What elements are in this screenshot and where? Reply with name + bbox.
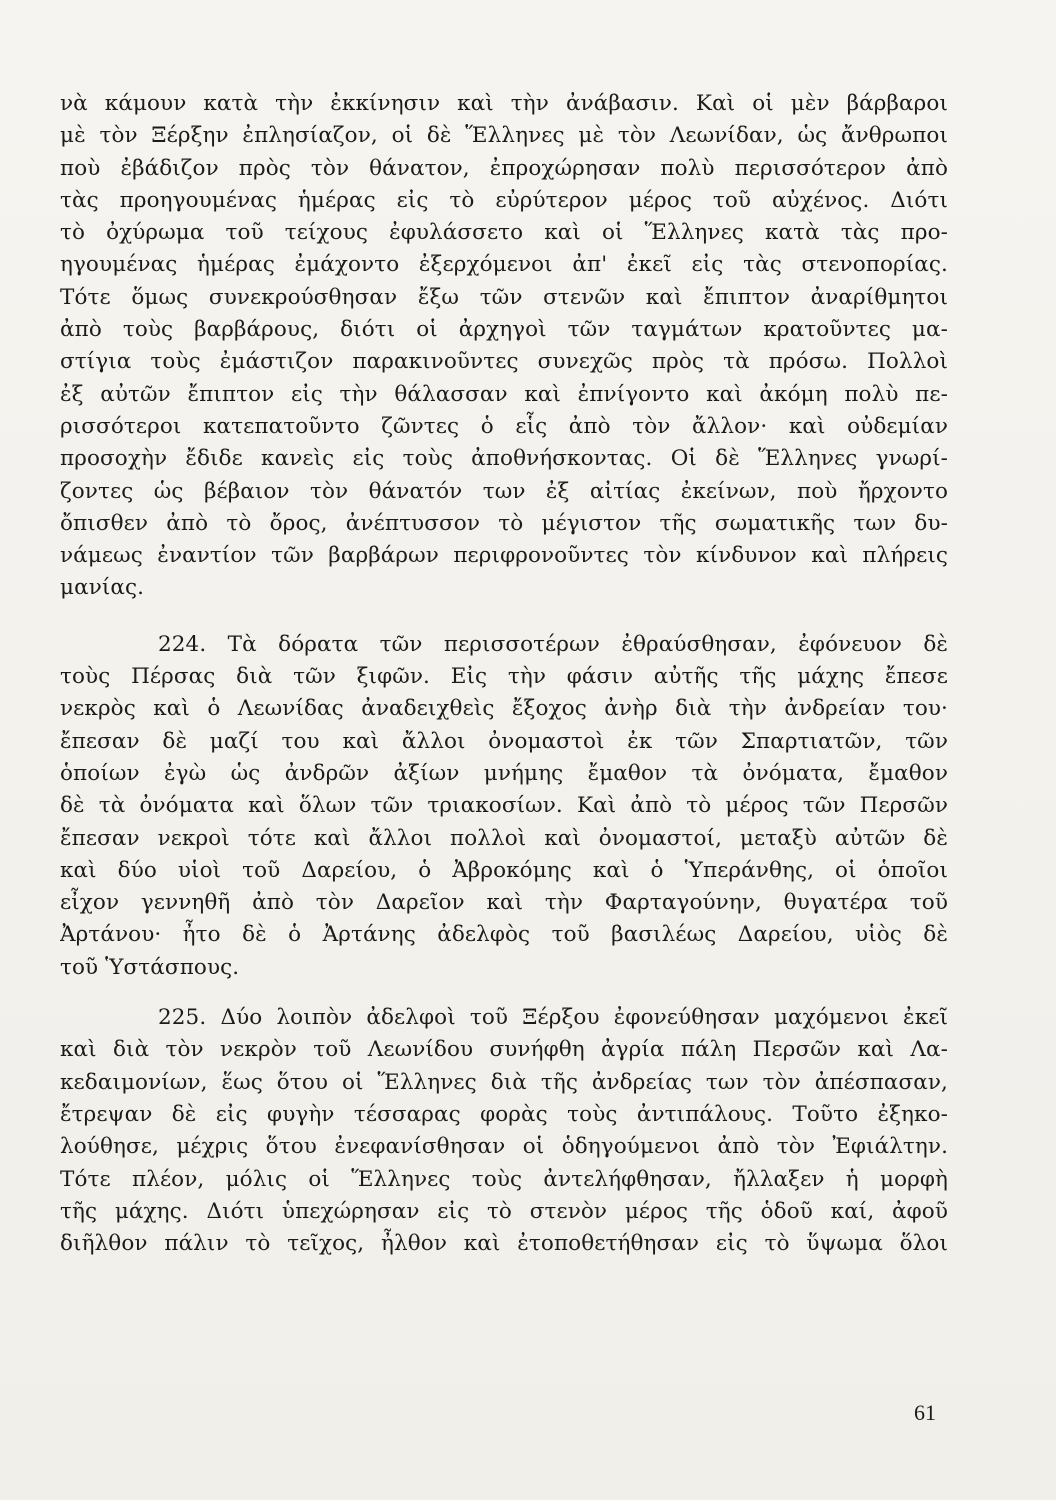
text-line: 225. Δύο λοιπὸν ἀδελφοὶ τοῦ Ξέρξου ἐφονεύθησαν μαχόμενοι ἐκεῖ — [158, 1005, 948, 1031]
text-line: εἶχον γεννηθῆ ἀπὸ τὸν Δαρεῖον καὶ τὴν Φαρταγούνην, θυγατέρα τοῦ — [60, 890, 948, 916]
page-number: 61 — [914, 1400, 936, 1425]
text-line: ηγουμένας ἡμέρας ἐμάχοντο ἐξερχόμενοι ἀπ' ἐκεῖ εἰς τὰς στενοπορίας. — [60, 252, 948, 278]
text-line: ποὺ ἐβάδιζον πρὸς τὸν θάνατον, ἐπροχώρησαν πολὺ περισσότερον ἀπὸ — [60, 155, 948, 181]
text-line: στίγια τοὺς ἐμάστιζον παρακινοῦντες συνεχῶς πρὸς τὰ πρόσω. Πολλοὶ — [60, 349, 948, 375]
text-line: ὄπισθεν ἀπὸ τὸ ὄρος, ἀνέπτυσσον τὸ μέγιστον τῆς σωματικῆς των δυ- — [60, 510, 948, 536]
text-line: τὸ ὀχύρωμα τοῦ τείχους ἐφυλάσσετο καὶ οἱ Ἕλληνες κατὰ τὰς προ- — [60, 220, 948, 246]
text-line: κεδαιμονίων, ἕως ὅτου οἱ Ἕλληνες διὰ τῆς ἀνδρείας των τὸν ἀπέσπασαν, — [60, 1069, 948, 1095]
text-line: νεκρὸς καὶ ὁ Λεωνίδας ἀναδειχθεὶς ἔξοχος ἀνὴρ διὰ τὴν ἀνδρείαν του· — [60, 696, 948, 722]
text-line: λούθησε, μέχρις ὅτου ἐνεφανίσθησαν οἱ ὁδηγούμενοι ἀπὸ τὸν Ἐφιάλτην. — [60, 1134, 948, 1160]
text-line: καὶ διὰ τὸν νεκρὸν τοῦ Λεωνίδου συνήφθη ἀγρία πάλη Περσῶν καὶ Λα- — [60, 1037, 948, 1063]
body-text — [60, 88, 948, 1260]
text-line: τοῦ Ὑστάσπους. — [60, 954, 240, 980]
text-line: ὁποίων ἐγὼ ὡς ἀνδρῶν ἀξίων μνήμης ἔμαθον τὰ ὀνόματα, ἔμαθον — [60, 760, 948, 786]
text-line: ἔτρεψαν δὲ εἰς φυγὴν τέσσαρας φορὰς τοὺς ἀντιπάλους. Τοῦτο ἐξηκο- — [60, 1101, 948, 1127]
text-line: καὶ δύο υἱοὶ τοῦ Δαρείου, ὁ Ἀβροκόμης καὶ ὁ Ὑπεράνθης, οἱ ὁποῖοι — [60, 857, 948, 883]
text-line: διῆλθον πάλιν τὸ τεῖχος, ἦλθον καὶ ἐτοποθετήθησαν εἰς τὸ ὕψωμα ὅλοι — [60, 1231, 948, 1257]
text-line: μὲ τὸν Ξέρξην ἐπλησίαζον, οἱ δὲ Ἕλληνες μὲ τὸν Λεωνίδαν, ὡς ἄνθρωποι — [60, 123, 948, 149]
text-line: Ἀρτάνου· ἦτο δὲ ὁ Ἀρτάνης ἀδελφὸς τοῦ βασιλέως Δαρείου, υἱὸς δὲ — [60, 922, 948, 948]
text-line: μανίας. — [60, 575, 145, 601]
text-line: ἀπὸ τοὺς βαρβάρους, διότι οἱ ἀρχηγοὶ τῶν ταγμάτων κρατοῦντες μα- — [60, 317, 948, 343]
text-line: τὰς προηγουμένας ἡμέρας εἰς τὸ εὐρύτερον μέρος τοῦ αὐχένος. Διότι — [60, 187, 948, 213]
paragraph-1 — [60, 88, 948, 605]
paragraph-gap — [60, 984, 948, 1002]
paragraph-3 — [60, 1002, 948, 1260]
paragraph-2 — [60, 629, 948, 984]
text-line: δὲ τὰ ὀνόματα καὶ ὅλων τῶν τριακοσίων. Καὶ ἀπὸ τὸ μέρος τῶν Περσῶν — [60, 793, 948, 819]
text-line: νὰ κάμουν κατὰ τὴν ἐκκίνησιν καὶ τὴν ἀνάβασιν. Καὶ οἱ μὲν βάρβαροι — [60, 91, 948, 116]
text-line: ἔπεσαν νεκροὶ τότε καὶ ἄλλοι πολλοὶ καὶ ὀνομαστοί, μεταξὺ αὐτῶν δὲ — [60, 825, 948, 851]
text-line: ρισσότεροι κατεπατοῦντο ζῶντες ὁ εἷς ἀπὸ τὸν ἄλλον· καὶ οὐδεμίαν — [60, 413, 948, 439]
text-line: ἐξ αὐτῶν ἔπιπτον εἰς τὴν θάλασσαν καὶ ἐπνίγοντο καὶ ἀκόμη πολὺ πε- — [60, 381, 948, 407]
text-line: ἔπεσαν δὲ μαζί του καὶ ἄλλοι ὀνομαστοὶ ἐκ τῶν Σπαρτιατῶν, τῶν — [60, 728, 948, 754]
text-line: νάμεως ἐναντίον τῶν βαρβάρων περιφρονοῦντες τὸν κίνδυνον καὶ πλήρεις — [60, 543, 948, 569]
text-line: Τότε πλέον, μόλις οἱ Ἕλληνες τοὺς ἀντελήφθησαν, ἤλλαξεν ἡ μορφὴ — [60, 1166, 948, 1192]
text-line: ζοντες ὡς βέβαιον τὸν θάνατόν των ἐξ αἰτίας ἐκείνων, ποὺ ἤρχοντο — [60, 478, 948, 504]
text-line: Τότε ὅμως συνεκρούσθησαν ἔξω τῶν στενῶν καὶ ἔπιπτον ἀναρίθμητοι — [60, 284, 948, 310]
paragraph-gap — [60, 605, 948, 629]
text-line: 224. Τὰ δόρατα τῶν περισσοτέρων ἐθραύσθησαν, ἐφόνευον δὲ — [158, 631, 948, 657]
text-line: προσοχὴν ἔδιδε κανεὶς εἰς τοὺς ἀποθνήσκοντας. Οἱ δὲ Ἕλληνες γνωρί- — [60, 446, 948, 472]
text-line: τοὺς Πέρσας διὰ τῶν ξιφῶν. Εἰς τὴν φάσιν αὐτῆς τῆς μάχης ἔπεσε — [60, 664, 948, 690]
text-line: τῆς μάχης. Διότι ὑπεχώρησαν εἰς τὸ στενὸν μέρος τῆς ὁδοῦ καί, ἀφοῦ — [60, 1198, 948, 1224]
